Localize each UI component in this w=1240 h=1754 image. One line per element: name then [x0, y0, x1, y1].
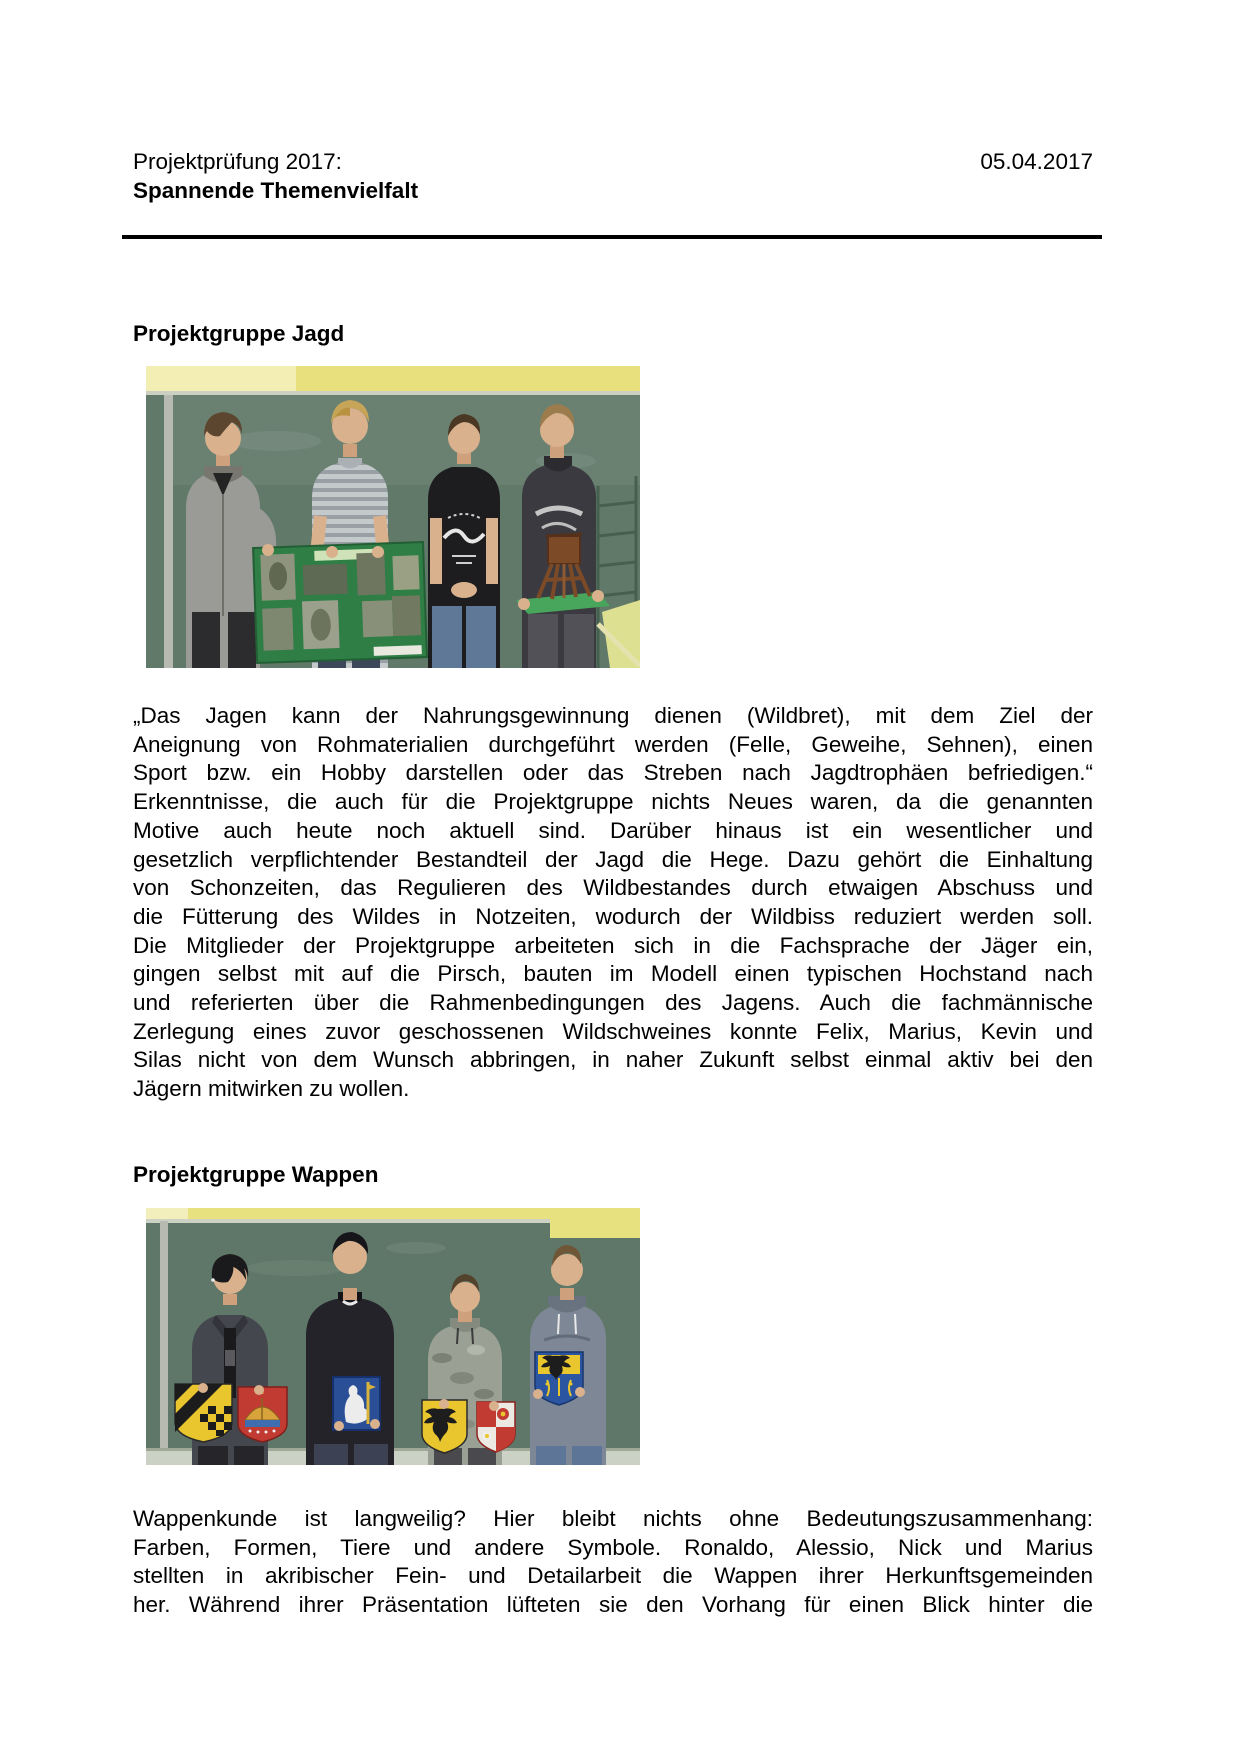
- text-line: Motive auch heute noch aktuell sind. Darüber hinaus ist ein wesentlicher und: [133, 817, 1093, 843]
- paragraph-wappen: [133, 1505, 1093, 1620]
- text-line: Wappenkunde ist langweilig? Hier bleibt nichts ohne Bedeutungszusammenhang:: [133, 1506, 1093, 1531]
- class-photo-jagd: [146, 366, 640, 668]
- class-photo-wappen: [146, 1208, 640, 1465]
- text-line: von Schonzeiten, das Regulieren des Wildbestandes durch etwaigen Abschuss und: [133, 875, 1093, 901]
- text-line: und referierten über die Rahmenbedingungen des Jagens. Auch die fachmännische: [133, 990, 1093, 1016]
- text-line: Aneignung von Rohmaterialien durchgeführt werden (Felle, Geweihe, Sehnen), einen: [133, 731, 1093, 757]
- text-line: Die Mitglieder der Projektgruppe arbeiteten sich in die Fachsprache der Jäger ein,: [133, 932, 1093, 958]
- section-heading-jagd: Projektgruppe Jagd: [133, 321, 345, 346]
- text-line: Sport bzw. ein Hobby darstellen oder das Streben nach Jagdtrophäen befriedigen.“: [133, 760, 1093, 786]
- text-line: Erkenntnisse, die auch für die Projektgruppe nichts Neues waren, da die genannten: [133, 789, 1093, 815]
- header-project-line: Projektprüfung 2017:: [133, 149, 342, 174]
- text-line: her. Während ihrer Präsentation lüfteten sie den Vorhang für einen Blick hinter die: [133, 1592, 1093, 1618]
- class-photo-jagd-graphic: [146, 366, 640, 668]
- text-line: gingen selbst mit auf die Pirsch, bauten im Modell einen typischen Hochstand nach: [133, 961, 1093, 987]
- header-divider-rule: [122, 235, 1102, 239]
- text-line: stellten in akribischer Fein- und Detailarbeit die Wappen ihrer Herkunftsgemeinden: [133, 1563, 1093, 1589]
- text-line: gesetzlich verpflichtender Bestandteil der Jagd die Hege. Dazu gehört die Einhaltung: [133, 846, 1093, 872]
- header-date: 05.04.2017: [980, 149, 1093, 174]
- class-photo-wappen-graphic: [146, 1208, 640, 1465]
- section-heading-wappen: Projektgruppe Wappen: [133, 1162, 379, 1187]
- text-line: Silas nicht von dem Wunsch abbringen, in naher Zukunft selbst einmal aktiv bei den: [133, 1047, 1093, 1073]
- text-line: Jägern mitwirken zu wollen.: [133, 1076, 410, 1102]
- document-header: [133, 148, 1093, 205]
- text-line: Zerlegung eines zuvor geschossenen Wildschweines konnte Felix, Marius, Kevin und: [133, 1018, 1093, 1044]
- text-line: „Das Jagen kann der Nahrungsgewinnung dienen (Wildbret), mit dem Ziel der: [133, 703, 1093, 728]
- text-line: Farben, Formen, Tiere und andere Symbole. Ronaldo, Alessio, Nick und Marius: [133, 1534, 1093, 1560]
- header-subtitle: Spannende Themenvielfalt: [133, 177, 419, 203]
- text-line: die Fütterung des Wildes in Notzeiten, wodurch der Wildbiss reduziert werden soll.: [133, 903, 1093, 929]
- paragraph-jagd: [133, 702, 1093, 1104]
